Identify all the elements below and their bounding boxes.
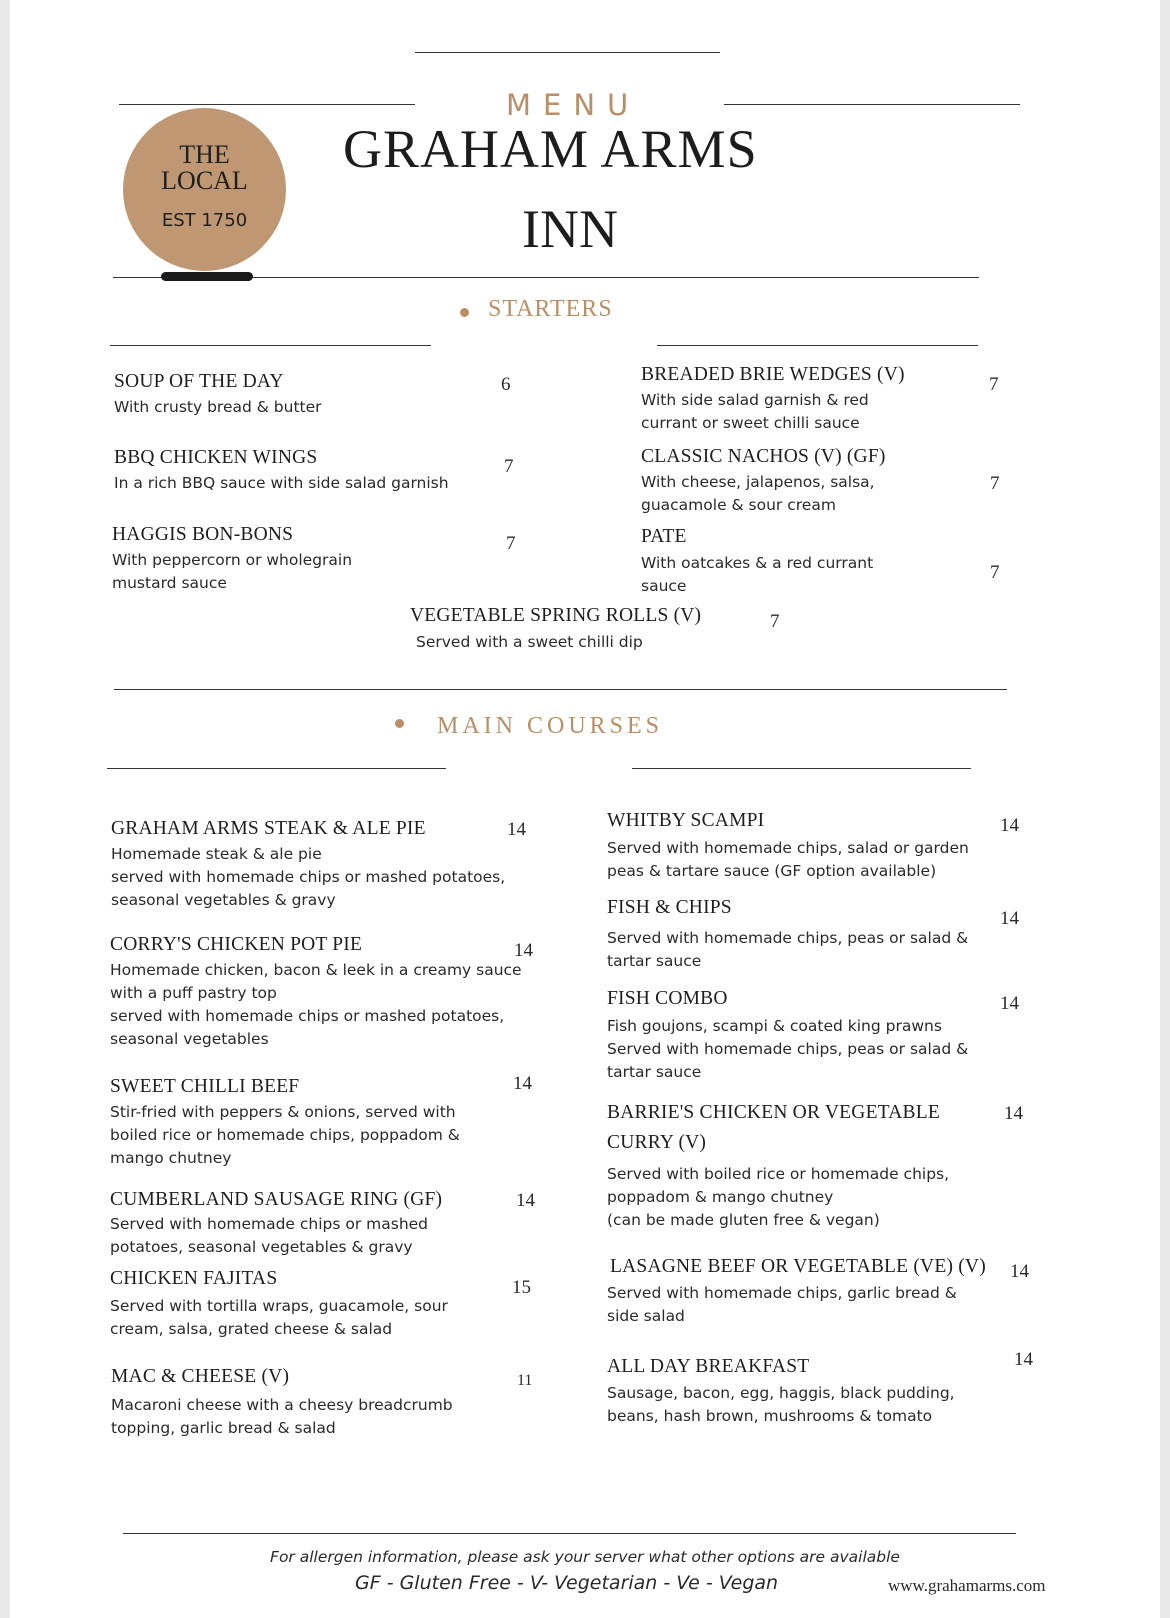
item-name: BREADED BRIE WEDGES (V) (641, 364, 905, 385)
item-name: HAGGIS BON-BONS (112, 524, 294, 545)
item-name: WHITBY SCAMPI (607, 810, 765, 831)
main-item (111, 818, 505, 912)
item-name: SWEET CHILLI BEEF (110, 1076, 300, 1097)
starter-item (410, 605, 701, 654)
header-divider-left (119, 104, 415, 105)
item-price: 7 (990, 473, 1000, 494)
mains-divider-right (632, 768, 971, 769)
main-item (110, 1268, 448, 1341)
menu-page (10, 0, 1160, 1618)
item-name: BARRIE'S CHICKEN OR VEGETABLE CURRY (V) (607, 1102, 940, 1153)
item-price: 14 (1004, 1103, 1023, 1124)
item-name: CLASSIC NACHOS (V) (GF) (641, 446, 886, 467)
item-description: Served with a sweet chilli dip (416, 633, 643, 651)
badge-line2: LOCAL (161, 166, 248, 195)
allergen-note: For allergen information, please ask your server what other options are available (270, 1548, 900, 1566)
main-item (607, 810, 969, 883)
item-description: Served with homemade chips, peas or salad & tartar sauce (607, 929, 969, 970)
main-item (607, 1098, 949, 1232)
item-price: 14 (1000, 908, 1019, 929)
item-description: Served with homemade chips, salad or garden peas & tartare sauce (GF option available) (607, 839, 969, 880)
item-description: Homemade chicken, bacon & leek in a creamy sauce with a puff pastry top served with homemade chips or mashed potatoes, seasonal vegetables (110, 961, 522, 1048)
main-item (110, 934, 522, 1051)
restaurant-title-line2: INN (522, 199, 618, 259)
item-description: Served with homemade chips, garlic bread & side salad (607, 1284, 957, 1325)
header-divider-right (724, 104, 1020, 105)
item-description: With peppercorn or wholegrain mustard sauce (112, 551, 353, 592)
item-price: 11 (517, 1372, 533, 1389)
item-price: 14 (516, 1190, 535, 1211)
mains-divider-left (107, 768, 446, 769)
item-name: FISH COMBO (607, 988, 728, 1009)
website-link[interactable]: www.grahamarms.com (888, 1576, 1046, 1595)
item-description: In a rich BBQ sauce with side salad garnish (114, 474, 449, 492)
starters-divider-right (657, 345, 978, 346)
starter-item (641, 526, 873, 598)
main-courses-heading: MAIN COURSES (437, 713, 664, 739)
item-description: With crusty bread & butter (114, 398, 322, 416)
starter-item (641, 446, 886, 517)
starters-divider-left (110, 345, 431, 346)
menu-label: MENU (506, 88, 641, 122)
item-description: With oatcakes & a red currant sauce (641, 554, 874, 595)
item-price: 14 (513, 1073, 532, 1094)
item-description: Served with tortilla wraps, guacamole, sour cream, salsa, grated cheese & salad (110, 1297, 448, 1338)
item-price: 7 (770, 611, 780, 632)
main-item (110, 1076, 460, 1170)
footer-divider (123, 1533, 1016, 1534)
item-price: 14 (1000, 815, 1019, 836)
badge-established: EST 1750 (161, 210, 248, 231)
badge-underline (161, 272, 253, 281)
item-description: With cheese, jalapenos, salsa, guacamole & sour cream (641, 473, 875, 514)
item-price: 7 (989, 374, 999, 395)
mains-bullet-icon (395, 719, 404, 728)
item-name: FISH & CHIPS (607, 897, 732, 918)
item-name: CHICKEN FAJITAS (110, 1268, 278, 1289)
main-item (607, 1256, 986, 1328)
item-price: 7 (504, 456, 514, 477)
main-item (111, 1366, 453, 1440)
item-name: SOUP OF THE DAY (114, 371, 284, 392)
item-price: 14 (514, 940, 533, 961)
main-item (607, 1356, 955, 1428)
starter-item (114, 371, 322, 419)
dietary-legend: GF - Gluten Free - V- Vegetarian - Ve - Vegan (355, 1572, 779, 1594)
main-item (607, 897, 968, 973)
starters-bullet-icon (460, 308, 469, 317)
item-name: LASAGNE BEEF OR VEGETABLE (VE) (V) (610, 1256, 986, 1277)
starter-item (112, 524, 352, 595)
the-local-badge (123, 108, 286, 271)
item-description: Fish goujons, scampi & coated king prawns Served with homemade chips, peas or salad & tartar sauce (607, 1017, 969, 1081)
item-description: Homemade steak & ale pie served with homemade chips or mashed potatoes, seasonal vegetables & gravy (111, 845, 506, 909)
badge-line1: THE (179, 140, 230, 169)
restaurant-title-line1: GRAHAM ARMS (343, 119, 758, 179)
item-price: 14 (507, 819, 526, 840)
item-name: VEGETABLE SPRING ROLLS (V) (410, 605, 702, 626)
item-price: 7 (990, 562, 1000, 583)
item-name: CORRY'S CHICKEN POT PIE (110, 934, 363, 955)
item-name: GRAHAM ARMS STEAK & ALE PIE (111, 818, 426, 839)
item-description: Sausage, bacon, egg, haggis, black pudding, beans, hash brown, mushrooms & tomato (607, 1384, 955, 1425)
item-description: Stir-fried with peppers & onions, served with boiled rice or homemade chips, poppadom & mango chutney (110, 1103, 460, 1167)
starters-bottom-divider (114, 689, 1007, 690)
item-description: Served with homemade chips or mashed potatoes, seasonal vegetables & gravy (110, 1215, 429, 1256)
starter-item (114, 447, 449, 495)
item-name: PATE (641, 526, 687, 547)
top-divider (415, 52, 720, 53)
starter-item (641, 364, 905, 435)
item-price: 14 (1010, 1261, 1029, 1282)
item-price: 7 (506, 533, 516, 554)
item-name: ALL DAY BREAKFAST (607, 1356, 810, 1377)
item-price: 14 (1014, 1349, 1033, 1370)
item-name: BBQ CHICKEN WINGS (114, 447, 318, 468)
item-price: 14 (1000, 993, 1019, 1014)
item-name: MAC & CHEESE (V) (111, 1366, 290, 1387)
main-item (607, 988, 968, 1084)
item-description: Macaroni cheese with a cheesy breadcrumb topping, garlic bread & salad (111, 1396, 453, 1437)
item-price: 15 (512, 1277, 531, 1298)
item-description: Served with boiled rice or homemade chips, poppadom & mango chutney (can be made gluten free & vegan) (607, 1165, 950, 1229)
item-description: With side salad garnish & red currant or sweet chilli sauce (641, 391, 869, 432)
main-item (110, 1189, 442, 1259)
item-price: 6 (501, 374, 511, 395)
item-name: CUMBERLAND SAUSAGE RING (GF) (110, 1189, 443, 1210)
starters-heading: STARTERS (488, 296, 613, 322)
